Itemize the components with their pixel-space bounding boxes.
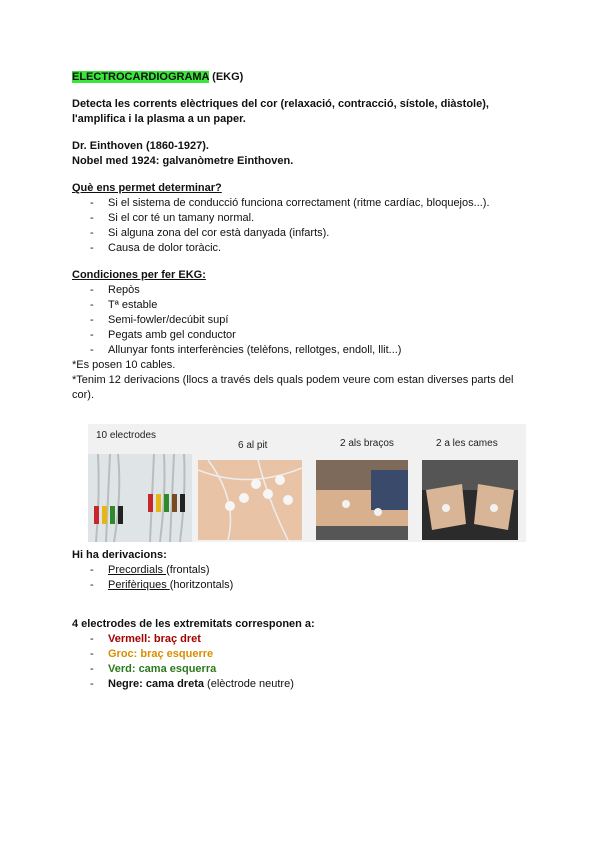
list-item: - Precordials (frontals) <box>90 564 210 576</box>
intro-line-1: Detecta les corrents elèctriques del cor (relaxació, contracció, sístole, diàstole), <box>72 98 489 110</box>
document-title <box>72 70 532 85</box>
section3-heading: Hi ha derivacions: <box>72 549 167 561</box>
section1-heading: Què ens permet determinar? <box>72 182 222 194</box>
list-item: - Si el cor té un tamany normal. <box>90 212 255 224</box>
list-item: - Groc: braç esquerre <box>90 648 214 660</box>
photo-label-10-electrodes: 10 electrodes <box>96 430 157 441</box>
document-page-lower <box>72 548 532 692</box>
intro-line-2: l'amplifica i la plasma a un paper. <box>72 113 246 125</box>
list-item: - Causa de dolor toràcic. <box>90 242 222 254</box>
photo-label-arms: 2 als braços <box>340 438 394 449</box>
document-page <box>72 70 532 403</box>
list-item: - Allunyar fonts interferències (telèfons, rellotges, endoll, llit...) <box>90 344 402 356</box>
list-item: - Perifèriques (horitzontals) <box>90 579 234 591</box>
electrode-photos <box>88 424 526 542</box>
list-item: - Si el sistema de conducció funciona correctament (ritme cardíac, bloquejos...). <box>90 197 490 209</box>
note-cables: *Es posen 10 cables. <box>72 359 176 371</box>
list-item: - Semi-fowler/decúbit supí <box>90 314 229 326</box>
section4-heading: 4 electrodes de les extremitats corresponen a: <box>72 618 315 630</box>
note-derivations: *Tenim 12 derivacions (llocs a través dels quals podem veure com estan diverses parts del <box>72 374 514 386</box>
history-line-1: Dr. Einthoven (1860-1927). <box>72 140 209 152</box>
title-highlight: ELECTROCARDIOGRAMA <box>72 71 210 83</box>
section2-list <box>72 283 532 358</box>
photo-label-legs: 2 a les cames <box>436 438 498 449</box>
chest-photo <box>198 460 302 540</box>
title-rest: (EKG) <box>209 71 244 83</box>
list-item: - Si alguna zona del cor està danyada (infarts). <box>90 227 330 239</box>
section3-list <box>72 563 532 593</box>
photo-label-chest: 6 al pit <box>238 440 268 451</box>
list-item: - Pegats amb gel conductor <box>90 329 236 341</box>
note-derivations-cont: cor). <box>72 389 94 401</box>
list-item: - Vermell: braç dret <box>90 633 201 645</box>
arms-photo <box>316 460 408 540</box>
list-item: - Verd: cama esquerra <box>90 663 217 675</box>
list-item: - Negre: cama dreta (elèctrode neutre) <box>90 678 294 690</box>
list-item: - Tª estable <box>90 299 158 311</box>
cables-photo <box>88 454 192 542</box>
section4-list <box>72 632 532 692</box>
section1-list <box>72 196 532 256</box>
history-line-2: Nobel med 1924: galvanòmetre Einthoven. <box>72 155 294 167</box>
section2-heading: Condiciones per fer EKG: <box>72 269 206 281</box>
legs-photo <box>422 460 518 540</box>
list-item: - Repòs <box>90 284 140 296</box>
